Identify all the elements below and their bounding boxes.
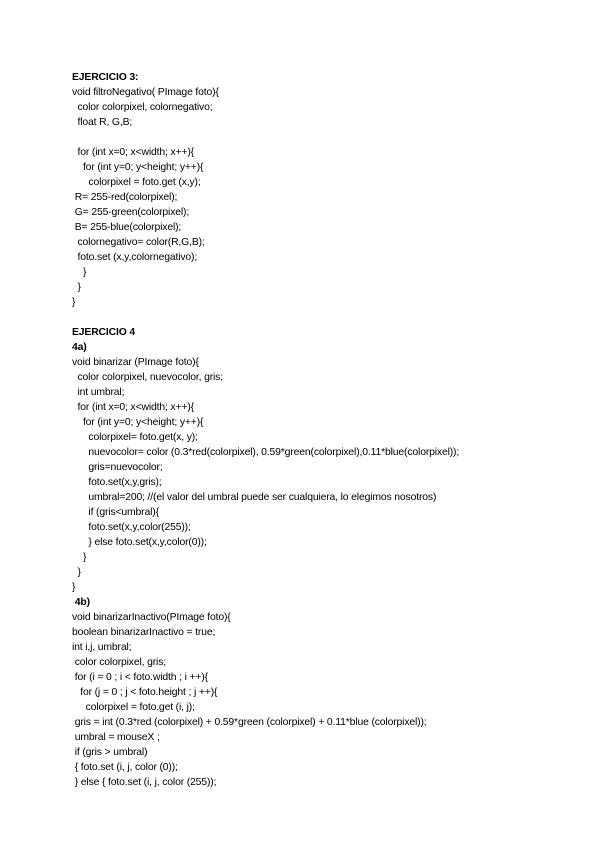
code-line: color colorpixel, colornegativo; <box>72 102 213 113</box>
code-line: colorpixel = foto.get (x,y); <box>72 177 201 188</box>
code-line: } else { foto.set (i, j, color (255)); <box>72 777 217 788</box>
section-heading: EJERCICIO 3: <box>72 72 139 83</box>
code-line: void filtroNegativo( PImage foto){ <box>72 87 219 98</box>
code-line: boolean binarizarInactivo = true; <box>72 627 216 638</box>
code-line: color colorpixel, gris; <box>72 657 166 668</box>
section-heading: EJERCICIO 4 <box>72 327 136 338</box>
code-line: } <box>72 282 81 293</box>
code-line: for (int y=0; y<height; y++){ <box>72 162 204 173</box>
code-line: } <box>72 297 76 308</box>
code-line: umbral=200; //(el valor del umbral puede ser cualquiera, lo elegimos nosotros) <box>72 492 437 503</box>
code-line: B= 255-blue(colorpixel); <box>72 222 182 233</box>
code-line: { foto.set (i, j, color (0)); <box>72 762 178 773</box>
code-line: } <box>72 267 87 278</box>
code-line: umbral = mouseX ; <box>72 732 160 743</box>
code-line: int i,j, umbral; <box>72 642 132 653</box>
blank-line <box>72 130 592 145</box>
code-line: void binarizar (PImage foto){ <box>72 357 199 368</box>
code-line: color colorpixel, nuevocolor, gris; <box>72 372 223 383</box>
code-line: foto.set(x,y,color(255)); <box>72 522 191 533</box>
code-line: } <box>72 582 76 593</box>
code-line: } <box>72 567 81 578</box>
code-line: foto.set (x,y,colornegativo); <box>72 252 198 263</box>
code-line: float R, G,B; <box>72 117 133 128</box>
code-line: colorpixel = foto.get (i, j); <box>72 702 195 713</box>
code-line: if (gris > umbral) <box>72 747 148 758</box>
code-line: for (int x=0; x<width; x++){ <box>72 147 194 158</box>
code-line: for (j = 0 ; j < foto.height ; j ++){ <box>72 687 218 698</box>
code-line: R= 255-red(colorpixel); <box>72 192 178 203</box>
code-line: if (gris<umbral){ <box>72 507 159 518</box>
code-line: G= 255-green(colorpixel); <box>72 207 190 218</box>
document-body <box>72 70 592 790</box>
code-line: nuevocolor= color (0.3*red(colorpixel), 0.59*green(colorpixel),0.11*blue(colorpixel)); <box>72 447 460 458</box>
code-line: for (int x=0; x<width; x++){ <box>72 402 194 413</box>
code-line: gris = int (0.3*red (colorpixel) + 0.59*green (colorpixel) + 0.11*blue (colorpixel)); <box>72 717 427 728</box>
section-heading: 4a) <box>72 342 87 353</box>
code-line: colornegativo= color(R,G,B); <box>72 237 205 248</box>
code-line: gris=nuevocolor; <box>72 462 163 473</box>
code-line: void binarizarInactivo(PImage foto){ <box>72 612 231 623</box>
code-line: foto.set(x,y,gris); <box>72 477 162 488</box>
section-heading: 4b) <box>72 597 90 608</box>
blank-line <box>72 310 592 325</box>
code-line: for (int y=0; y<height; y++){ <box>72 417 204 428</box>
code-line: int umbral; <box>72 387 125 398</box>
code-line: } else foto.set(x,y,color(0)); <box>72 537 207 548</box>
code-line: } <box>72 552 87 563</box>
code-line: colorpixel= foto.get(x, y); <box>72 432 198 443</box>
code-line: for (i = 0 ; i < foto.width ; i ++){ <box>72 672 208 683</box>
